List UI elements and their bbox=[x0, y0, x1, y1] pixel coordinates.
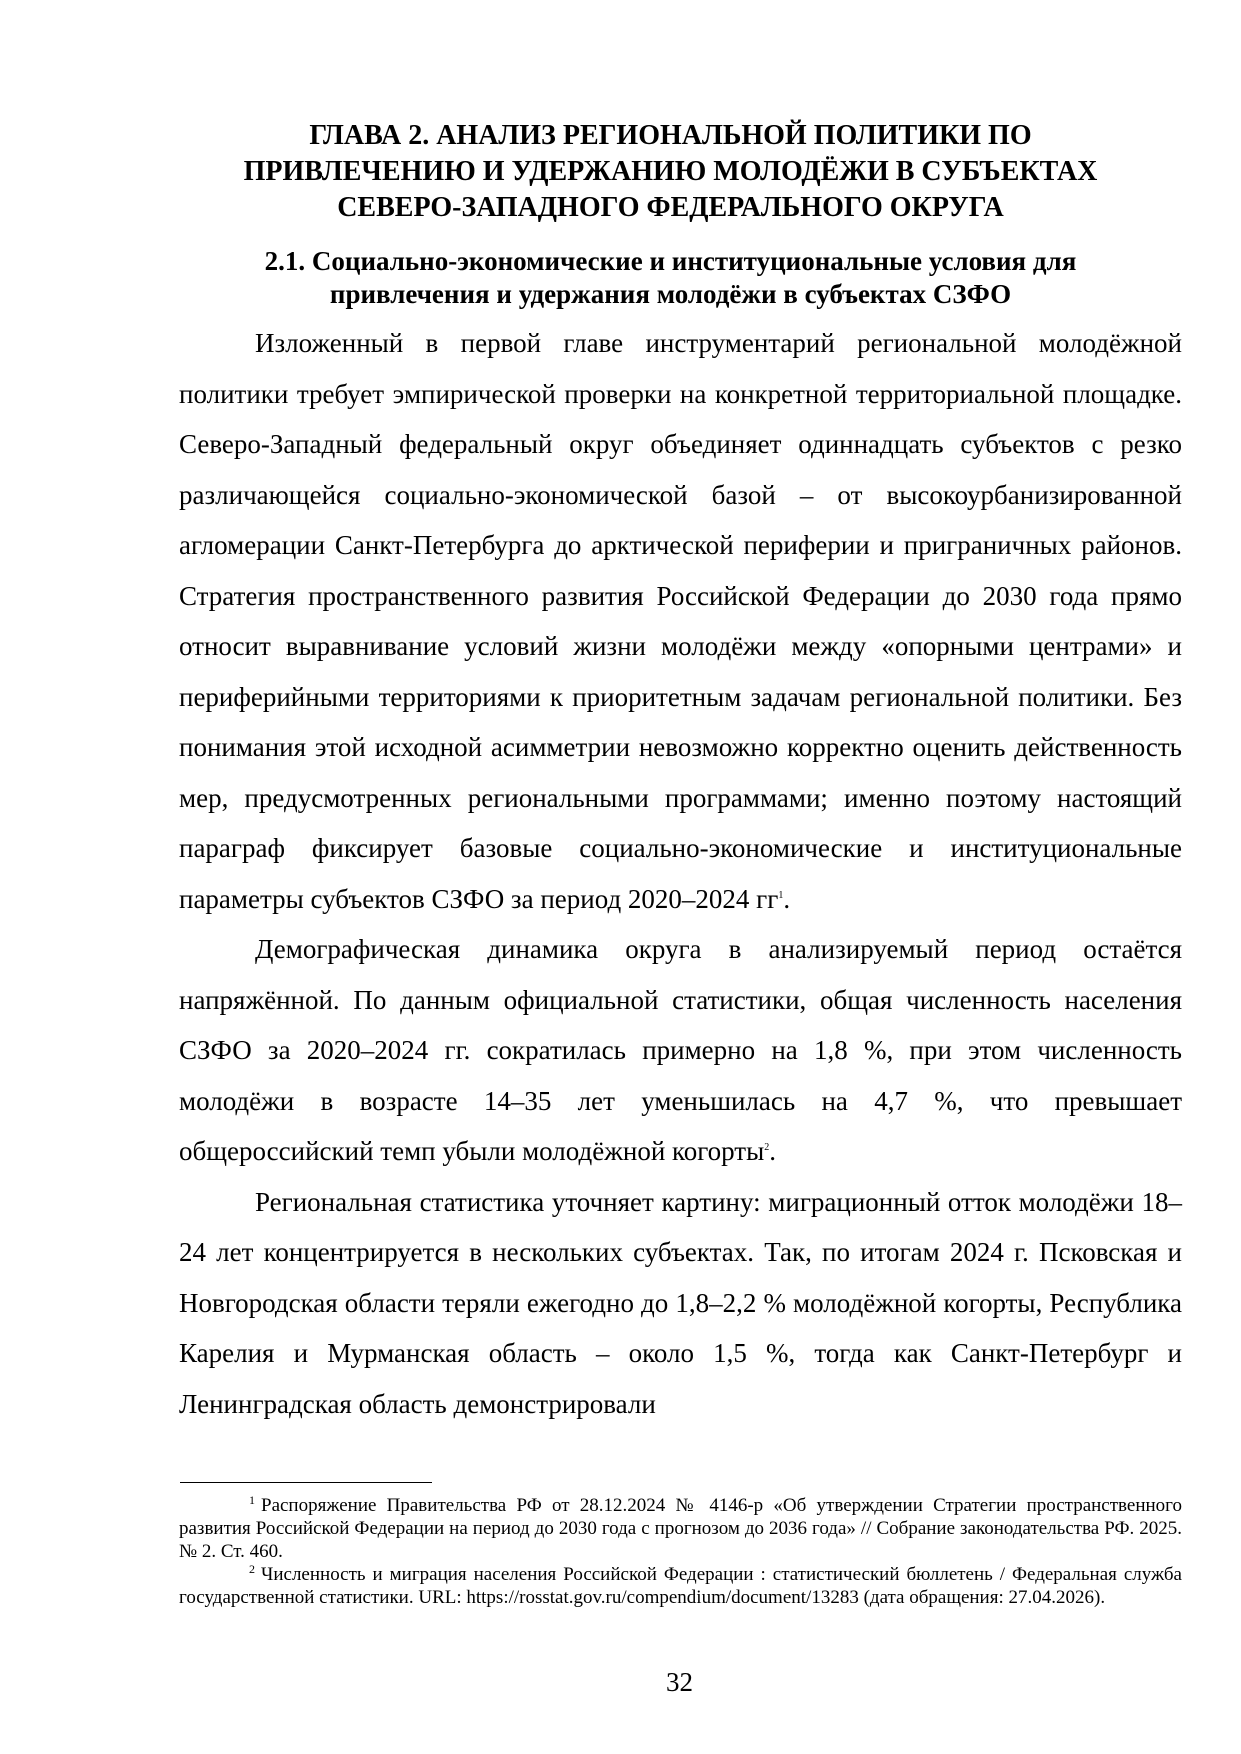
section-heading-line-1: 2.1. Социально-экономические и институциональные условия для bbox=[264, 246, 1077, 276]
chapter-heading-line-3: СЕВЕРО-ЗАПАДНОГО ФЕДЕРАЛЬНОГО ОКРУГА bbox=[337, 192, 1004, 223]
paragraph-2-end: . bbox=[769, 1136, 776, 1166]
chapter-heading bbox=[160, 118, 1181, 226]
chapter-heading-line-1: ГЛАВА 2. АНАЛИЗ РЕГИОНАЛЬНОЙ ПОЛИТИКИ ПО bbox=[309, 120, 1032, 151]
paragraph-1 bbox=[179, 318, 1182, 924]
footnotes bbox=[179, 1494, 1182, 1609]
section-heading-line-2: привлечения и удержания молодёжи в субъектах СЗФО bbox=[329, 279, 1012, 309]
page-number: 32 bbox=[666, 1667, 693, 1697]
paragraph-2-text: Демографическая динамика округа в анализируемый период остаётся напряжённой. По данным официальной статистики, общая численность населения СЗФО за 2020–2024 гг. сократилась примерно на 1,8 %, при этом численность молодёжи в возрасте 14–35 лет уменьшилась на 4,7 %, что превышает общероссийский темп убыли молодёжной когорты bbox=[179, 934, 1182, 1166]
section-heading bbox=[200, 245, 1141, 311]
footnote-separator bbox=[180, 1482, 432, 1483]
footnote-ref-2[interactable]: 2 bbox=[764, 1142, 770, 1153]
paragraph-2 bbox=[179, 924, 1182, 1177]
paragraph-3-text: Региональная статистика уточняет картину: миграционный отток молодёжи 18–24 лет концентрируется в нескольких субъектах. Так, по итогам 2024 г. Псковская и Новгородская области теряли ежегодно до 1,8–2,2 % молодёжной когорты, Республика Карелия и Мурманская область – около 1,5 %, тогда как Санкт-Петербург и Ленинградская область демонстрировали bbox=[179, 1186, 1182, 1419]
footnote-ref-1[interactable]: 1 bbox=[778, 889, 784, 901]
paragraph-1-end: . bbox=[783, 883, 791, 914]
footnote-1-text: Распоряжение Правительства РФ от 28.12.2024 № 4146-р «Об утверждении Стратегии пространственного развития Российской Федерации на период до 2030 года с прогнозом до 2036 года» // Собрание законодательства РФ. 2025. № 2. Ст. 460. bbox=[179, 1495, 1182, 1562]
body-text bbox=[179, 318, 1182, 1429]
footnote-1 bbox=[179, 1494, 1182, 1563]
paragraph-3 bbox=[179, 1177, 1182, 1430]
footnote-2-text: Численность и миграция населения Российской Федерации : статистический бюллетень / Федеральная служба государственной статистики. URL: https://rosstat.gov.ru/compendium/document/13283 (дата обращения: 27.04.2026). bbox=[179, 1564, 1182, 1608]
footnote-2 bbox=[179, 1563, 1182, 1609]
footnote-1-mark: 1 bbox=[249, 1492, 255, 1507]
paragraph-1-text: Изложенный в первой главе инструментарий региональной молодёжной политики требует эмпирической проверки на конкретной территориальной площадке. Северо-Западный федеральный округ объединяет одиннадцать субъектов с резко различающейся социально-экономической базой – от высокоурбанизированной агломерации Санкт-Петербурга до арктической периферии и приграничных районов. Стратегия пространственного развития Российской Федерации до 2030 года прямо относит выравнивание условий жизни молодёжи между «опорными центрами» и периферийными территориями к приоритетным задачам региональной политики. Без понимания этой исходной асимметрии невозможно корректно оценить действенность мер, предусмотренных региональными программами; именно поэтому настоящий параграф фиксирует базовые социально-экономические и институциональные параметры субъектов СЗФО за период 2020–2024 гг bbox=[179, 328, 1182, 914]
footnote-2-mark: 2 bbox=[249, 1561, 255, 1576]
chapter-heading-line-2: ПРИВЛЕЧЕНИЮ И УДЕРЖАНИЮ МОЛОДЁЖИ В СУБЪЕКТАХ bbox=[243, 156, 1098, 187]
